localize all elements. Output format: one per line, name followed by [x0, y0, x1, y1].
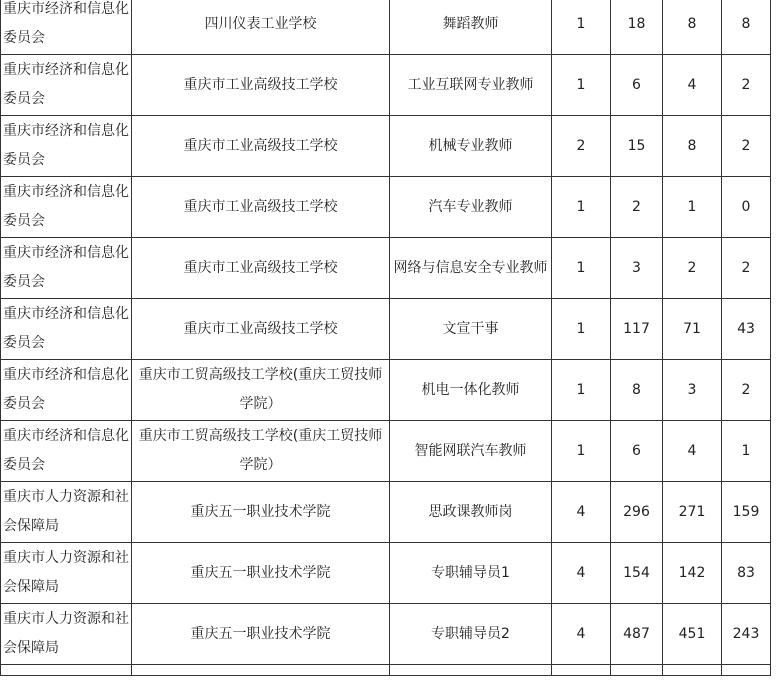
- cell-passed-review: 4: [663, 421, 722, 482]
- cell-position: 专职辅导员2: [390, 604, 552, 665]
- cell-empty: [663, 665, 722, 676]
- table-row: [1, 421, 771, 482]
- table-row: [1, 116, 771, 177]
- cell-passed-review: 71: [663, 299, 722, 360]
- cell-paid: 2: [722, 116, 771, 177]
- cell-unit: 重庆市工业高级技工学校: [132, 299, 390, 360]
- cell-position: 网络与信息安全专业教师: [390, 238, 552, 299]
- cell-quota: 1: [552, 55, 611, 116]
- table-row: [1, 55, 771, 116]
- cell-position: 思政课教师岗: [390, 482, 552, 543]
- cell-unit: 重庆五一职业技术学院: [132, 604, 390, 665]
- cell-quota: 4: [552, 482, 611, 543]
- cell-department: 重庆市人力资源和社会保障局: [1, 543, 132, 604]
- table-row: [1, 0, 771, 55]
- cell-passed-review: 271: [663, 482, 722, 543]
- cell-paid: 8: [722, 0, 771, 55]
- cell-department: 重庆市经济和信息化委员会: [1, 360, 132, 421]
- cell-quota: 1: [552, 421, 611, 482]
- cell-department: 重庆市人力资源和社会保障局: [1, 604, 132, 665]
- cell-applicants: 117: [611, 299, 663, 360]
- cell-position: 汽车专业教师: [390, 177, 552, 238]
- cell-position: 舞蹈教师: [390, 0, 552, 55]
- cell-paid: 243: [722, 604, 771, 665]
- cell-department: 重庆市经济和信息化委员会: [1, 177, 132, 238]
- table-row: [1, 482, 771, 543]
- cell-unit: 四川仪表工业学校: [132, 0, 390, 55]
- cell-quota: 1: [552, 177, 611, 238]
- cell-paid: 2: [722, 238, 771, 299]
- cell-empty: [552, 665, 611, 676]
- cell-unit: 重庆市工业高级技工学校: [132, 177, 390, 238]
- cell-paid: 83: [722, 543, 771, 604]
- cell-applicants: 296: [611, 482, 663, 543]
- cell-empty: [722, 665, 771, 676]
- cell-applicants: 18: [611, 0, 663, 55]
- cell-quota: 2: [552, 116, 611, 177]
- cell-unit: 重庆市工业高级技工学校: [132, 116, 390, 177]
- cell-empty: [390, 665, 552, 676]
- cell-department: 重庆市经济和信息化委员会: [1, 238, 132, 299]
- cell-applicants: 487: [611, 604, 663, 665]
- cell-department: 重庆市经济和信息化委员会: [1, 299, 132, 360]
- table-row: [1, 360, 771, 421]
- cell-department: 重庆市人力资源和社会保障局: [1, 482, 132, 543]
- cell-paid: 1: [722, 421, 771, 482]
- cell-quota: 4: [552, 604, 611, 665]
- cell-position: 机电一体化教师: [390, 360, 552, 421]
- cell-department: 重庆市经济和信息化委员会: [1, 116, 132, 177]
- cell-paid: 0: [722, 177, 771, 238]
- cell-unit: 重庆市工贸高级技工学校(重庆工贸技师学院）: [132, 421, 390, 482]
- cell-passed-review: 142: [663, 543, 722, 604]
- cell-paid: 159: [722, 482, 771, 543]
- cell-applicants: 3: [611, 238, 663, 299]
- cell-department: 重庆市经济和信息化委员会: [1, 421, 132, 482]
- cell-paid: 43: [722, 299, 771, 360]
- cell-applicants: 15: [611, 116, 663, 177]
- cell-paid: 2: [722, 55, 771, 116]
- cell-passed-review: 8: [663, 116, 722, 177]
- cell-quota: 1: [552, 299, 611, 360]
- cell-passed-review: 8: [663, 0, 722, 55]
- table-row: [1, 299, 771, 360]
- cell-empty: [1, 665, 132, 676]
- table-row: [1, 543, 771, 604]
- table-row-partial: [1, 665, 771, 676]
- cell-paid: 2: [722, 360, 771, 421]
- cell-empty: [611, 665, 663, 676]
- cell-position: 工业互联网专业教师: [390, 55, 552, 116]
- table-row: [1, 604, 771, 665]
- table-row: [1, 177, 771, 238]
- cell-unit: 重庆五一职业技术学院: [132, 482, 390, 543]
- cell-quota: 1: [552, 0, 611, 55]
- cell-passed-review: 1: [663, 177, 722, 238]
- cell-passed-review: 4: [663, 55, 722, 116]
- table-body: [1, 0, 771, 676]
- cell-passed-review: 3: [663, 360, 722, 421]
- cell-quota: 1: [552, 360, 611, 421]
- cell-department: 重庆市经济和信息化委员会: [1, 55, 132, 116]
- cell-passed-review: 2: [663, 238, 722, 299]
- cell-empty: [132, 665, 390, 676]
- cell-unit: 重庆市工业高级技工学校: [132, 238, 390, 299]
- cell-quota: 4: [552, 543, 611, 604]
- table-row: [1, 238, 771, 299]
- cell-position: 专职辅导员1: [390, 543, 552, 604]
- cell-unit: 重庆市工业高级技工学校: [132, 55, 390, 116]
- cell-position: 智能网联汽车教师: [390, 421, 552, 482]
- cell-applicants: 2: [611, 177, 663, 238]
- cell-department: 重庆市经济和信息化委员会: [1, 0, 132, 55]
- cell-applicants: 6: [611, 55, 663, 116]
- cell-applicants: 154: [611, 543, 663, 604]
- cell-applicants: 8: [611, 360, 663, 421]
- cell-unit: 重庆五一职业技术学院: [132, 543, 390, 604]
- cell-unit: 重庆市工贸高级技工学校(重庆工贸技师学院）: [132, 360, 390, 421]
- cell-quota: 1: [552, 238, 611, 299]
- cell-passed-review: 451: [663, 604, 722, 665]
- cell-position: 机械专业教师: [390, 116, 552, 177]
- cell-position: 文宣干事: [390, 299, 552, 360]
- cell-applicants: 6: [611, 421, 663, 482]
